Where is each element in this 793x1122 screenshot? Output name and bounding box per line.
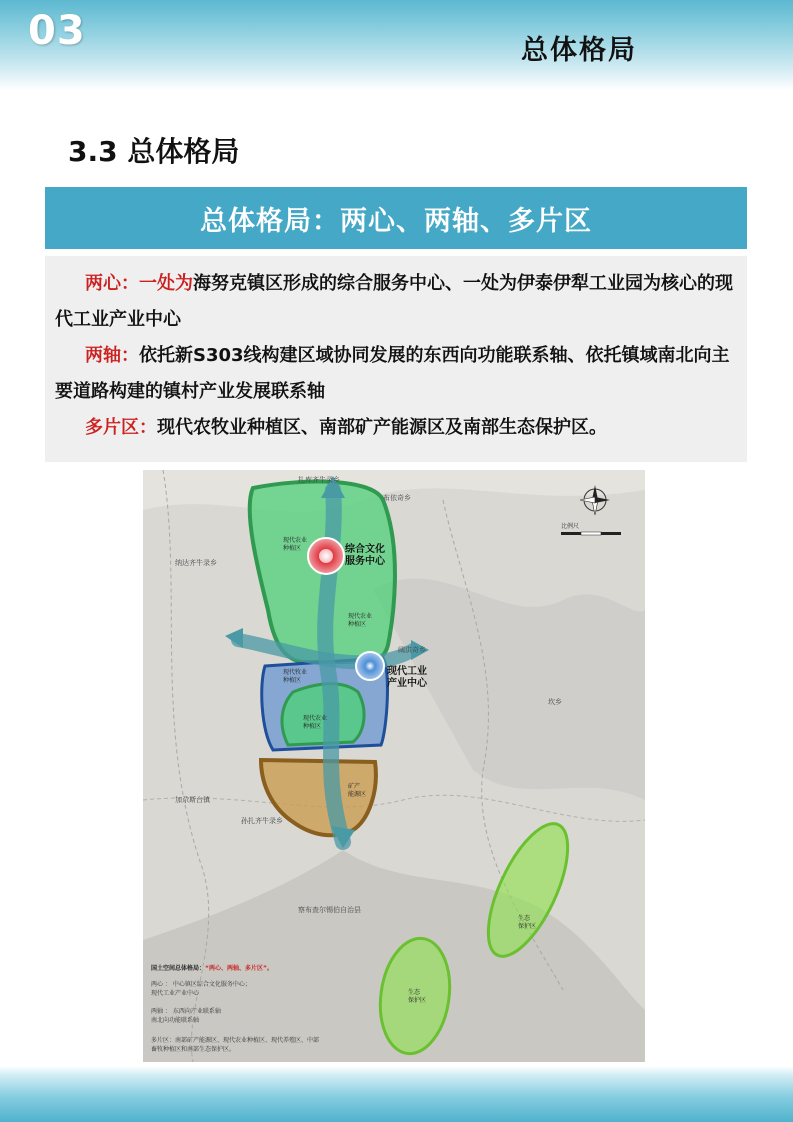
description-box — [45, 256, 747, 462]
header-band — [0, 0, 793, 90]
paragraph-text: 依托新S303线构建区域协同发展的东西向功能联系轴、依托镇域南北向主要道路构建的镇村产业发展联系轴 — [55, 345, 730, 402]
spatial-pattern-map — [143, 470, 645, 1062]
paragraph-two-axes — [55, 338, 735, 410]
map-canvas — [143, 470, 645, 1062]
place-label-east: 阔洪奇乡 — [398, 646, 426, 654]
legend-title: 国土空间总体格局：“两心、两轴、多片区”。 — [151, 965, 273, 972]
place-label-northeast: 布依奇乡 — [383, 494, 411, 502]
legend-row: 多片区：南部矿产能源区、现代农业种植区、现代养殖区、中部 — [151, 1037, 320, 1044]
place-label-southwest-2: 孙扎齐牛录乡 — [241, 817, 283, 825]
zone-label-agri-south: 现代农业种植区 — [303, 715, 328, 730]
paragraph-text: 现代农牧业种植区、南部矿产能源区及南部生态保护区。 — [157, 417, 607, 438]
paragraph-text: 海努克镇区形成的综合服务中心、一处为伊泰伊犁工业园为核心的现代工业产业中心 — [55, 273, 733, 330]
pattern-banner: 总体格局：两心、两轴、多片区 — [45, 187, 747, 249]
paragraph-lead: 一处为 — [139, 273, 193, 294]
svg-text:比例尺: 比例尺 — [561, 523, 580, 530]
zone-label-livestock: 现代牧业种植区 — [283, 669, 308, 684]
paragraph-label: 多片区： — [85, 417, 157, 438]
paragraph-label: 两心： — [85, 273, 139, 294]
industry-center-marker — [356, 652, 384, 680]
place-label-southwest-1: 加尕斯台镇 — [175, 796, 210, 804]
legend-row: 现代工业产业中心 — [151, 990, 200, 997]
zone-label-agri-middle: 现代农业种植区 — [348, 613, 373, 628]
legend-row: 两心 ： 中心镇区综合文化服务中心； — [151, 981, 251, 988]
paragraph-two-centers — [55, 266, 735, 338]
zone-label-eco-1: 生态保护区 — [518, 915, 537, 930]
zone-label-agri-north: 现代农业种植区 — [283, 537, 308, 552]
legend-row: 畜牧种植区和南部生态保护区。 — [151, 1046, 236, 1053]
place-label-county: 察布查尔锡伯自治县 — [298, 906, 361, 914]
chapter-number: 03 — [28, 8, 86, 54]
service-center-label: 综合文化 服务中心 — [345, 544, 385, 567]
service-center-core — [319, 549, 333, 563]
legend-row: 两轴 ： 东西向产业联系轴 — [151, 1008, 221, 1015]
footer-band — [0, 1066, 793, 1122]
place-label-west: 纳达齐牛录乡 — [175, 559, 217, 567]
place-label-far-east: 坎乡 — [548, 698, 562, 706]
industry-center-label: 现代工业 产业中心 — [387, 666, 427, 689]
zone-label-eco-2: 生态保护区 — [408, 989, 427, 1004]
legend-row: 南北向功能联系轴 — [151, 1017, 200, 1024]
zone-label-mining: 矿产能源区 — [348, 783, 367, 798]
section-heading: 3.3 总体格局 — [68, 135, 240, 168]
place-label-north: 扎库齐牛录乡 — [298, 476, 340, 484]
paragraph-label: 两轴： — [85, 345, 139, 366]
header-title: 总体格局 — [521, 35, 637, 66]
paragraph-multi-zones — [55, 410, 735, 446]
